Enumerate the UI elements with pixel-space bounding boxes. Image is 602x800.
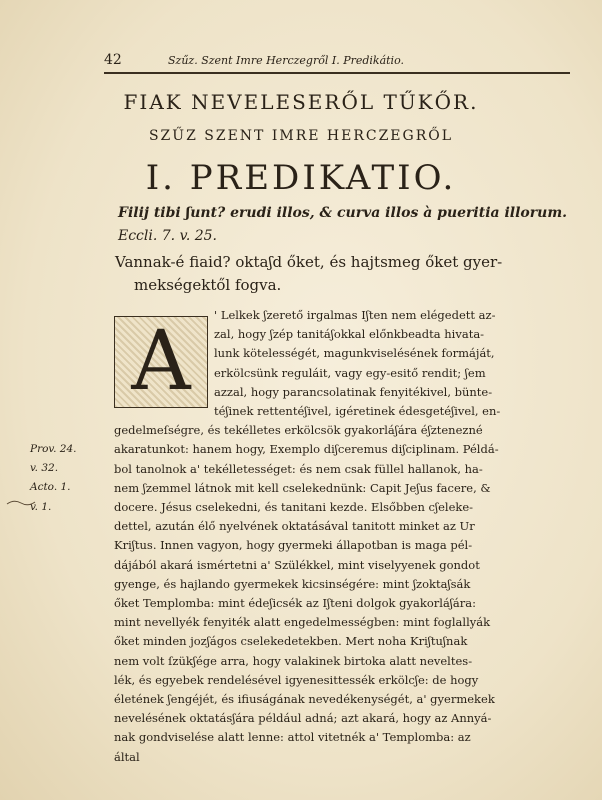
margin-note: Prov. 24.	[30, 443, 77, 455]
body-line: gedelmeſségre, és tekélletes erkölcsök gyakorláʃára éʃztenezné	[114, 423, 483, 438]
page-number: 42	[104, 52, 122, 68]
subtitle: SZŰZ SZENT IMRE HERCZEGRŐL	[148, 128, 454, 144]
body-line: téʃinek rettentéʃivel, igéretinek édesgetéʃivel, en-	[214, 404, 501, 418]
body-line: lék, és egyebek rendelésével igyenesittessék erkölcʃe: de hogy	[114, 672, 479, 687]
body-line: nem ʃzemmel látnok mit kell cselekednünk: Capit Jeʃus facere, &	[114, 480, 491, 495]
intro-line-2: mekségektől fogva.	[134, 276, 282, 294]
body-line: zal, hogy ʃzép tanitáʃokkal előnkbeadta hivata-	[214, 327, 485, 342]
body-line: lunk kötelességét, magunkviselésének formáját,	[214, 346, 495, 361]
body-line: dájából akará ismértetni a' Szülékkel, mint viselyyenek gondot	[114, 557, 480, 572]
margin-ornament-icon	[6, 498, 36, 508]
body-line: nem volt ſzükʃége arra, hogy valakinek birtoka alatt neveltes-	[114, 653, 473, 668]
page-header	[104, 52, 572, 72]
sermon-title: I. PREDIKATIO.	[145, 158, 457, 198]
decorated-initial	[114, 316, 208, 408]
body-line: életének ʃengéjét, és ifiuságának nevedékenységét, a' gyermekek	[114, 692, 495, 706]
body-line: őket Templomba: mint édeʃicsék az Iʃteni dolgok gyakorláʃára:	[114, 596, 477, 610]
epigraph-quote: Filij tibi ʃunt? erudi illos, & curva illos à pueritia illorum.	[118, 205, 568, 221]
body-line: erkölcsünk reguláit, vagy egy-esitő rendit; ʃem	[214, 365, 486, 380]
body-line: őket minden jozʃágos cselekedetekben. Mert noha Kriʃtuʃnak	[114, 634, 468, 649]
body-line: gyenge, és hajlando gyermekek kicsinségére: mint ʃzoktaʃsák	[114, 576, 471, 591]
body-line: Kriʃtus. Innen vagyon, hogy gyermeki állapotban is maga pél-	[114, 538, 473, 553]
body-line: ' Lelkek ʃzerető irgalmas Iʃten nem elégedett az-	[214, 308, 496, 322]
body-line: dettel, azután élő nyelvének oktatásával tanitott minket az Ur	[114, 519, 475, 534]
margin-note: v. 32.	[30, 462, 59, 475]
margin-note: v. 1.	[30, 500, 52, 513]
body-line: nak gondviselése alatt lenne: attol vitetnék a' Templomba: az	[114, 730, 471, 745]
header-rule	[104, 72, 570, 74]
main-title: FIAK NEVELESERŐL TŰKŐR.	[123, 90, 479, 114]
body-line: bol tanolnok a' tekélletességet: és nem csak füllel hallanok, ha-	[114, 461, 483, 476]
body-line: azzal, hogy parancsolatinak fenyitékivel, bünte-	[214, 384, 493, 399]
epigraph-reference: Eccli. 7. v. 25.	[118, 228, 217, 244]
body-line: docere. Jésus cselekedni, és tanitani kezde. Elsőbben cʃeleke-	[114, 500, 474, 514]
body-line: nevelésének oktatásʃára például adná; azt akará, hogy az Annyá-	[114, 711, 492, 726]
margin-note: Acto. 1.	[30, 481, 71, 494]
intro-line-1: Vannak-é fiaid? oktaʃd őket, és hajtsmeg őket gyer-	[115, 253, 503, 271]
body-line: mint nevellyék fenyiték alatt engedelmességben: mint foglallyák	[114, 615, 491, 630]
body-line: által	[114, 749, 140, 764]
body-line: akaratunkot: hanem hogy, Exemplo diʃceremus diʃciplinam. Példá-	[114, 442, 499, 457]
running-title: Szűz. Szent Imre Herczegről I. Predikátio.	[168, 54, 405, 67]
initial-letter: A	[131, 314, 191, 409]
